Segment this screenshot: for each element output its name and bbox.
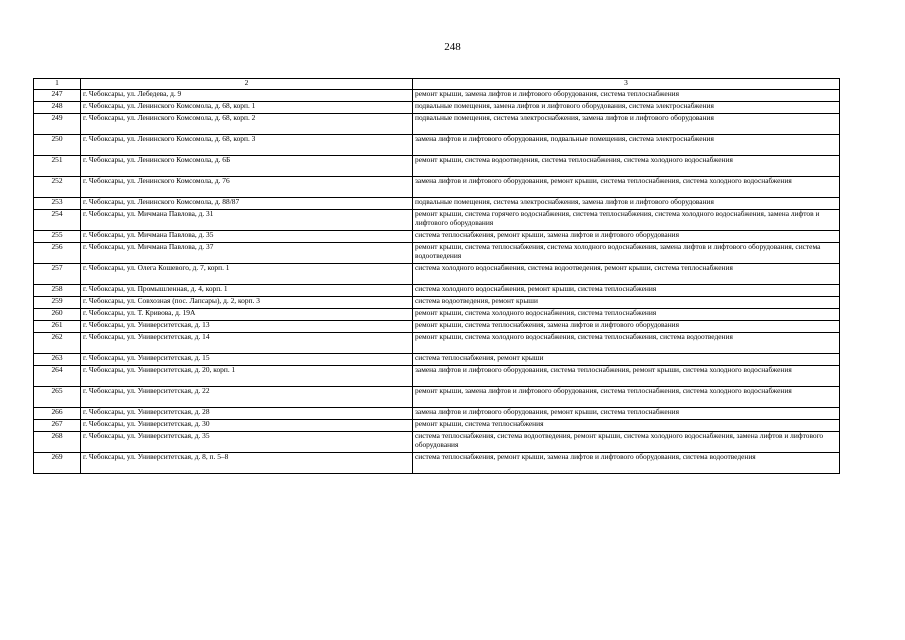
row-number: 265 bbox=[34, 387, 81, 408]
row-works: подвальные помещения, система электроснабжения, замена лифтов и лифтового оборудования bbox=[413, 114, 840, 135]
row-works: система водоотведения, ремонт крыши bbox=[413, 297, 840, 309]
table-row bbox=[34, 156, 840, 177]
table-row bbox=[34, 243, 840, 264]
row-address: г. Чебоксары, ул. Университетская, д. 30 bbox=[81, 420, 413, 432]
row-works: замена лифтов и лифтового оборудования, система теплоснабжения, ремонт крыши, система холодного водоснабжения bbox=[413, 366, 840, 387]
row-number: 252 bbox=[34, 177, 81, 198]
row-number: 259 bbox=[34, 297, 81, 309]
row-works: система теплоснабжения, ремонт крыши, замена лифтов и лифтового оборудования, система водоотведения bbox=[413, 453, 840, 474]
table-row bbox=[34, 285, 840, 297]
table-row bbox=[34, 432, 840, 453]
table-row bbox=[34, 198, 840, 210]
table-row bbox=[34, 90, 840, 102]
row-address: г. Чебоксары, ул. Совхозная (пос. Лапсары), д. 2, корп. 3 bbox=[81, 297, 413, 309]
row-works: ремонт крыши, система водоотведения, система теплоснабжения, система холодного водоснабжения bbox=[413, 156, 840, 177]
row-works: подвальные помещения, система электроснабжения, замена лифтов и лифтового оборудования bbox=[413, 198, 840, 210]
row-works: система теплоснабжения, система водоотведения, ремонт крыши, система холодного водоснабжения, замена лифтов и лифтового оборудования bbox=[413, 432, 840, 453]
table-row bbox=[34, 366, 840, 387]
row-address: г. Чебоксары, ул. Ленинского Комсомола, д. 76 bbox=[81, 177, 413, 198]
table-row bbox=[34, 354, 840, 366]
row-address: г. Чебоксары, ул. Ленинского Комсомола, д. 88/87 bbox=[81, 198, 413, 210]
row-address: г. Чебоксары, ул. Мичмана Павлова, д. 31 bbox=[81, 210, 413, 231]
row-number: 266 bbox=[34, 408, 81, 420]
row-address: г. Чебоксары, ул. Ленинского Комсомола, д. 68, корп. 1 bbox=[81, 102, 413, 114]
row-address: г. Чебоксары, ул. Олега Кошевого, д. 7, корп. 1 bbox=[81, 264, 413, 285]
row-number: 263 bbox=[34, 354, 81, 366]
row-works: система теплоснабжения, ремонт крыши bbox=[413, 354, 840, 366]
row-address: г. Чебоксары, ул. Лебедева, д. 9 bbox=[81, 90, 413, 102]
table-row bbox=[34, 321, 840, 333]
row-address: г. Чебоксары, ул. Мичмана Павлова, д. 35 bbox=[81, 231, 413, 243]
row-address: г. Чебоксары, ул. Университетская, д. 14 bbox=[81, 333, 413, 354]
row-works: ремонт крыши, система теплоснабжения, система холодного водоснабжения, замена лифтов и лифтового оборудования, система водоотведения bbox=[413, 243, 840, 264]
table-row bbox=[34, 333, 840, 354]
table-row bbox=[34, 135, 840, 156]
header-col-1: 1 bbox=[34, 79, 81, 90]
row-address: г. Чебоксары, ул. Университетская, д. 35 bbox=[81, 432, 413, 453]
page-number: 248 bbox=[444, 41, 461, 53]
row-works: ремонт крыши, замена лифтов и лифтового оборудования, система теплоснабжения, система холодного водоснабжения bbox=[413, 387, 840, 408]
row-works: подвальные помещения, замена лифтов и лифтового оборудования, система электроснабжения bbox=[413, 102, 840, 114]
row-address: г. Чебоксары, ул. Университетская, д. 20, корп. 1 bbox=[81, 366, 413, 387]
row-number: 264 bbox=[34, 366, 81, 387]
row-number: 253 bbox=[34, 198, 81, 210]
row-address: г. Чебоксары, ул. Университетская, д. 28 bbox=[81, 408, 413, 420]
row-works: ремонт крыши, система теплоснабжения bbox=[413, 420, 840, 432]
row-works: ремонт крыши, система теплоснабжения, замена лифтов и лифтового оборудования bbox=[413, 321, 840, 333]
row-number: 251 bbox=[34, 156, 81, 177]
table-row bbox=[34, 420, 840, 432]
table-row bbox=[34, 297, 840, 309]
row-works: ремонт крыши, система холодного водоснабжения, система теплоснабжения bbox=[413, 309, 840, 321]
row-number: 268 bbox=[34, 432, 81, 453]
row-works: замена лифтов и лифтового оборудования, ремонт крыши, система теплоснабжения, система холодного водоснабжения bbox=[413, 177, 840, 198]
row-works: ремонт крыши, система горячего водоснабжения, система теплоснабжения, система холодного водоснабжения, замена лифтов и лифтового оборудования bbox=[413, 210, 840, 231]
row-works: система теплоснабжения, ремонт крыши, замена лифтов и лифтового оборудования bbox=[413, 231, 840, 243]
row-address: г. Чебоксары, ул. Университетская, д. 15 bbox=[81, 354, 413, 366]
table-header-row bbox=[34, 79, 840, 90]
table-row bbox=[34, 102, 840, 114]
row-number: 247 bbox=[34, 90, 81, 102]
header-col-3: 3 bbox=[413, 79, 840, 90]
row-address: г. Чебоксары, ул. Ленинского Комсомола, д. 68, корп. 2 bbox=[81, 114, 413, 135]
table-row bbox=[34, 408, 840, 420]
row-address: г. Чебоксары, ул. Мичмана Павлова, д. 37 bbox=[81, 243, 413, 264]
row-works: система холодного водоснабжения, ремонт крыши, система теплоснабжения bbox=[413, 285, 840, 297]
row-number: 262 bbox=[34, 333, 81, 354]
row-address: г. Чебоксары, ул. Университетская, д. 8, п. 5–8 bbox=[81, 453, 413, 474]
row-address: г. Чебоксары, ул. Т. Кривова, д. 19А bbox=[81, 309, 413, 321]
row-number: 257 bbox=[34, 264, 81, 285]
row-number: 254 bbox=[34, 210, 81, 231]
row-number: 256 bbox=[34, 243, 81, 264]
row-number: 248 bbox=[34, 102, 81, 114]
table-row bbox=[34, 264, 840, 285]
row-number: 258 bbox=[34, 285, 81, 297]
row-address: г. Чебоксары, ул. Университетская, д. 22 bbox=[81, 387, 413, 408]
row-address: г. Чебоксары, ул. Университетская, д. 13 bbox=[81, 321, 413, 333]
row-number: 255 bbox=[34, 231, 81, 243]
table-row bbox=[34, 177, 840, 198]
row-number: 249 bbox=[34, 114, 81, 135]
row-works: замена лифтов и лифтового оборудования, ремонт крыши, система теплоснабжения bbox=[413, 408, 840, 420]
row-works: ремонт крыши, замена лифтов и лифтового оборудования, система теплоснабжения bbox=[413, 90, 840, 102]
row-address: г. Чебоксары, ул. Ленинского Комсомола, д. 6Б bbox=[81, 156, 413, 177]
row-works: система холодного водоснабжения, система водоотведения, ремонт крыши, система теплоснабжения bbox=[413, 264, 840, 285]
row-address: г. Чебоксары, ул. Ленинского Комсомола, д. 68, корп. 3 bbox=[81, 135, 413, 156]
table-row bbox=[34, 387, 840, 408]
table-row bbox=[34, 114, 840, 135]
row-number: 260 bbox=[34, 309, 81, 321]
row-number: 269 bbox=[34, 453, 81, 474]
header-col-2: 2 bbox=[81, 79, 413, 90]
row-works: ремонт крыши, система холодного водоснабжения, система теплоснабжения, система водоотведения bbox=[413, 333, 840, 354]
table-row bbox=[34, 231, 840, 243]
row-number: 261 bbox=[34, 321, 81, 333]
row-works: замена лифтов и лифтового оборудования, подвальные помещения, система электроснабжения bbox=[413, 135, 840, 156]
row-address: г. Чебоксары, ул. Промышленная, д. 4, корп. 1 bbox=[81, 285, 413, 297]
table-row bbox=[34, 453, 840, 474]
table-row bbox=[34, 309, 840, 321]
table-row bbox=[34, 210, 840, 231]
row-number: 267 bbox=[34, 420, 81, 432]
repair-table bbox=[33, 78, 840, 474]
row-number: 250 bbox=[34, 135, 81, 156]
